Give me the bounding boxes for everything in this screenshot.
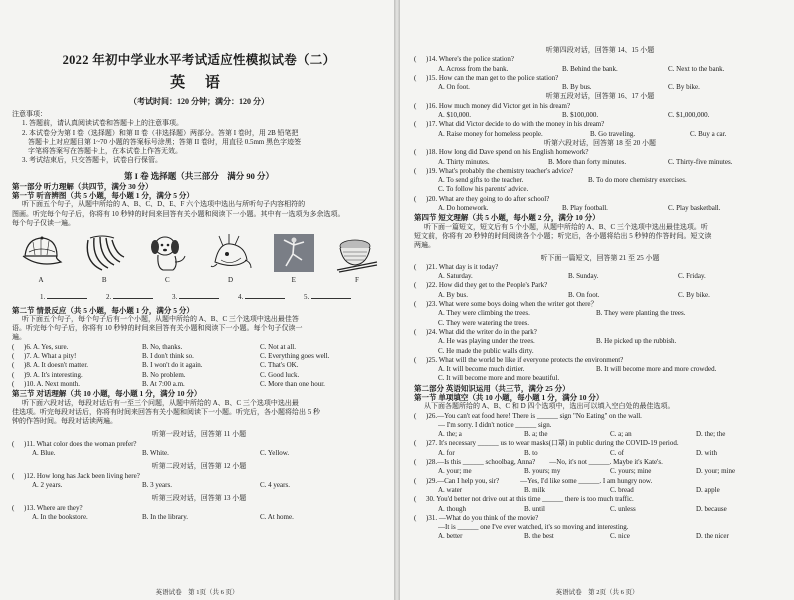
picture-a xyxy=(18,232,64,284)
question-options: A. though B. until C. unless D. because xyxy=(438,504,727,513)
question-options: A. By bus. B. On foot. C. By bike. xyxy=(438,290,710,299)
question-options: A. Thirty minutes. B. More than forty minutes. C. Thirty-five minutes. xyxy=(438,157,733,166)
picture-label: E xyxy=(291,276,296,285)
right-page xyxy=(400,0,794,600)
section-title: 第三节 对话理解（共 10 小题，每小题 1 分，满分 10 分） xyxy=(12,389,202,399)
question-stem: ( )17. What did Victor decide to do with the money in his dream? xyxy=(414,120,605,129)
question-stem: ( )23. What were some boys doing when the writer got there？ xyxy=(414,300,598,309)
question-stem: ( )28.—Is this ______ schoolbag, Anna? —No, it's not ______. Maybe it's Kate's. xyxy=(414,458,663,467)
question-row: ( )8. A. It doesn't matter. B. I won't do it again. C. That's OK. xyxy=(12,361,299,370)
picture-label: C xyxy=(165,276,170,285)
question-options: A. Do homework. B. Play football. C. Play basketball. xyxy=(438,204,721,213)
question-options: A. Saturday. B. Sunday. C. Friday. xyxy=(438,272,706,281)
question-options: A. the; a B. a; the C. a; an D. the; the xyxy=(438,430,726,439)
instruction-line: 遍。 xyxy=(12,333,26,342)
question-row: ( )10. A. Next month. B. At 7:00 a.m. C. More than one hour. xyxy=(12,379,325,388)
question-options: A. To send gifts to the teacher. B. To do more chemistry exercises. xyxy=(438,176,687,185)
question-row: ( )6. A. Yes, sure. B. No, thanks. C. Not at all. xyxy=(12,342,296,351)
exam-meta: （考试时间：120 分钟；满分：120 分） xyxy=(129,97,269,106)
dialogue-heading: 听第二段对话，回答第 12 小题 xyxy=(151,462,247,471)
question-text: — I'm sorry. I didn't notice ______ sign. xyxy=(438,420,552,429)
question-options: C. To follow his parents' advice. xyxy=(438,185,529,194)
question-options: C. They were watering the trees. xyxy=(438,318,530,327)
question-options: A. They were climbing the trees. B. They were planting the trees. xyxy=(438,309,686,318)
question-options: C. He made the public walls dirty. xyxy=(438,346,534,355)
question-row: ( )7. A. What a pity! B. I don't think so. C. Everything goes well. xyxy=(12,352,330,361)
note-line: 1. 答题前，请认真阅读试卷和答题卡上的注意事项。 xyxy=(22,119,183,128)
question-options: A. Raise money for homeless people. B. Go traveling. C. Buy a car. xyxy=(438,129,727,138)
subject-title: 英 语 xyxy=(170,75,228,91)
blank-5: 5. xyxy=(304,292,370,302)
page-footer: 英语试卷 第 2页（共 6 页） xyxy=(555,589,639,596)
question-options: A. Across from the bank. B. Behind the bank. C. Next to the bank. xyxy=(438,64,725,73)
note-line: 字笔将答案写在答题卡上，在本试卷上作答无效。 xyxy=(28,147,182,156)
instruction-line: 语。听完每个句子后，你将有 10 秒钟的时间来回答有关小题和阅读下一小题。每个句子仅读一 xyxy=(12,324,303,333)
instruction-line: 从下面各题所给的 A、B、C 和 D 四个选项中，选出可以填入空白处的最佳选项。 xyxy=(424,402,675,411)
section-title: 第一节 听音辨图（共 5 小题，每小题 1 分，满分 5 分） xyxy=(12,191,194,201)
instruction-line: 听下面五个句子，每个句子后有一个小题，从题中所给的 A、B、C 三个选项中选出最佳答 xyxy=(22,314,299,323)
left-page xyxy=(0,0,394,600)
question-stem: ( )27. It's necessary ______ us to wear masks(口罩) in public during the COVID-19 period. xyxy=(414,439,679,448)
part-title: 第一部分 听力理解（共四节，满分 30 分） xyxy=(12,181,153,191)
dialogue-heading: 听第三段对话，回答第 13 小题 xyxy=(151,494,247,503)
question-stem: ( )16. How much money did Victor get in his dream? xyxy=(414,101,571,110)
question-options: A. It will become much dirtier. B. It will become more and more crowded. xyxy=(438,365,717,374)
dialogue-heading: 听第六段对话，回答第 18 至 20 小题 xyxy=(544,138,656,147)
instruction-line: 佳选项。听完每段对话后，你将有时间来回答有关小题和阅读下一小题。听完后，各小题将给出 5 秒 xyxy=(12,407,320,416)
rice-bowl-icon xyxy=(335,232,379,274)
answer-blanks xyxy=(12,292,386,302)
cartoon-bird-icon xyxy=(209,232,253,274)
picture-row xyxy=(12,232,386,284)
question-stem: ( )15. How can the man get to the police station? xyxy=(414,73,559,82)
question-stem: ( )20. What are they going to do after school? xyxy=(414,194,550,203)
question-stem: ( )18. How long did Dave spend on his English homework? xyxy=(414,148,589,157)
blank-1: 1. xyxy=(40,292,106,302)
question-options: A. water B. milk C. bread D. apple xyxy=(438,485,720,494)
picture-c xyxy=(144,232,190,284)
question-options: A. your; me B. yours; my C. yours; mine D. your; mine xyxy=(438,467,736,476)
question-stem: ( )13. Where are they? xyxy=(12,503,83,512)
picture-f xyxy=(334,232,380,284)
volume-title: 第 I 卷 选择题（共三部分 满分 90 分） xyxy=(124,170,274,181)
question-options: A. In the bookstore. B. In the library. C. At home. xyxy=(32,512,294,521)
question-options: C. It will become more and more beautiful. xyxy=(438,374,560,383)
question-text: —It is ______ one I've ever watched, it's so moving and interesting. xyxy=(438,523,629,532)
question-options: A. On foot. B. By bus. C. By bike. xyxy=(438,83,700,92)
question-stem: ( )19. What's probably the chemistry teacher's advice? xyxy=(414,166,574,175)
picture-label: A xyxy=(38,276,44,285)
cap-icon xyxy=(19,232,63,274)
question-options: A. for B. to C. of D. with xyxy=(438,448,717,457)
question-stem: ( 30. You'd better not drive out at this time ______ there is too much traffic. xyxy=(414,495,634,504)
question-options: A. better B. the best C. nice D. the nicer xyxy=(438,532,729,541)
question-stem: ( )31. —What do you think of the movie? xyxy=(414,513,539,522)
page-footer: 英语试卷 第 1页（共 6 页） xyxy=(155,589,239,596)
picture-d xyxy=(208,232,254,284)
question-stem: ( )29.—Can I help you, sir? —Yes, I'd like some ______. I am hungry now. xyxy=(414,476,653,485)
instruction-line: 听下面一篇短文，短文后有 5 个小题，从题中所给的 A、B、C 三个选项中选出最佳选项。听 xyxy=(424,222,708,231)
picture-label: F xyxy=(354,276,359,285)
dialogue-heading: 听第五段对话，回答第 16、17 小题 xyxy=(545,92,655,101)
question-options: A. He was playing under the trees. B. He picked up the rubbish. xyxy=(438,337,677,346)
question-options: A. Blue. B. White. C. Yellow. xyxy=(32,449,290,458)
notes-title: 注意事项： xyxy=(12,110,47,118)
question-stem: ( )25. What will the world be like if everyone protects the environment? xyxy=(414,355,624,364)
blank-4: 4. xyxy=(238,292,304,302)
part-title: 第二部分 英语知识运用（共三节，满分 25 分） xyxy=(414,383,570,393)
exam-title: 2022 年初中学业水平考试适应性模拟试卷（二） xyxy=(62,53,336,67)
dialogue-heading: 听第一段对话，回答第 11 小题 xyxy=(151,430,247,439)
instruction-line: 钟的作答时间。每段对话读两遍。 xyxy=(12,417,117,426)
picture-label: B xyxy=(101,276,107,285)
instruction-line: 听下面六段对话，每段对话后有一至三个问题，从题中所给的 A、B、C 三个选项中选出最 xyxy=(22,398,299,407)
right-content xyxy=(414,0,786,542)
dancer-icon xyxy=(272,232,316,274)
bananas-icon xyxy=(82,232,126,274)
note-line: 2. 本试卷分为第 I 卷（选择题）和第 II 卷（非选择题）两部分。答第 I 卷时，用 2B 铅笔把 xyxy=(22,128,299,137)
question-stem: ( )11. What color does the woman prefer? xyxy=(12,439,137,448)
instruction-line: 听下面五个句子，从题中所给的 A、B、C、D、E、F 六个选项中选出与所听句子内容相符的 xyxy=(22,200,306,209)
picture-label: D xyxy=(228,276,234,285)
question-stem: ( )24. What did the writer do in the park? xyxy=(414,327,537,336)
blank-3: 3. xyxy=(172,292,238,302)
instruction-line: 图画。听完每个句子后，你将有 10 秒钟的时间来回答有关小题和阅读下一小题。其中有一选项为多余选项。 xyxy=(12,209,345,218)
section-title: 第四节 短文理解（共 5 小题，每小题 2 分，满分 10 分） xyxy=(414,213,600,223)
note-line: 答题卡上对应题目第 1~70 小题的答案标号涂黑；答第 II 卷时，用直径 0.5mm 黑色字迹签 xyxy=(28,137,302,146)
picture-b xyxy=(81,232,127,284)
dialogue-heading: 听第四段对话，回答第 14、15 小题 xyxy=(545,46,655,54)
blank-2: 2. xyxy=(106,292,172,302)
question-row: ( )9. A. It's interesting. B. No problem. C. Good luck. xyxy=(12,370,300,379)
left-content xyxy=(12,0,386,522)
dog-icon xyxy=(145,232,189,274)
section-title: 第一节 单项填空（共 10 小题，每小题 1 分，满分 10 分） xyxy=(414,392,604,402)
dialogue-heading: 听下面一篇短文，回答第 21 至 25 小题 xyxy=(540,253,660,262)
question-options: A. 2 years. B. 3 years. C. 4 years. xyxy=(32,480,290,489)
question-stem: ( )21. What day is it today? xyxy=(414,262,499,271)
section-title: 第二节 情景反应（共 5 小题，每小题 1 分，满分 5 分） xyxy=(12,305,194,315)
question-stem: ( )14. Where's the police station? xyxy=(414,55,515,64)
question-stem: ( )12. How long has Jack been living here? xyxy=(12,471,140,480)
question-options: A. $10,000. B. $100,000. C. $1,000,000. xyxy=(438,111,710,120)
instruction-line: 每个句子仅读一遍。 xyxy=(12,218,75,227)
question-stem: ( )22. How did they get to the People's Park? xyxy=(414,281,548,290)
picture-e xyxy=(271,232,317,284)
instruction-line: 短文前，你将有 20 秒钟的时间阅读各个小题；听完后，各小题将给出 5 秒钟的作答时间。短文读 xyxy=(414,231,712,240)
instruction-line: 两遍。 xyxy=(414,241,435,250)
note-line: 3. 考试结束后，只交答题卡，试卷自行保管。 xyxy=(22,156,162,165)
question-stem: ( )26.—You can't eat food here! There is ______ sign "No Eating" on the wall. xyxy=(414,411,642,420)
